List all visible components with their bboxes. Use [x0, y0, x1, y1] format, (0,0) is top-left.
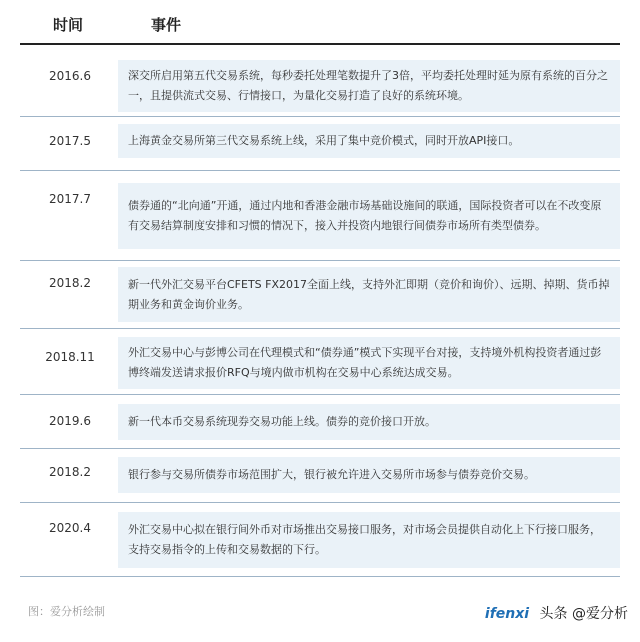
header-rule [20, 43, 620, 45]
column-header-event: 事件 [151, 16, 182, 34]
row-year: 2018.2 [49, 276, 91, 290]
row-event-text: 银行参与交易所债券市场范围扩大，银行被允许进入交易所市场参与债券竞价交易。 [128, 468, 535, 481]
row-divider [20, 170, 620, 171]
brand-logo: ifenxi [484, 606, 530, 622]
row-year: 2016.6 [49, 69, 91, 83]
row-divider [20, 328, 620, 329]
row-event-text: 新一代本币交易系统现券交易功能上线。债券的竞价接口开放。 [128, 415, 436, 428]
row-event-text: 外汇交易中心与彭博公司在代理模式和“债券通”模式下实现平台对接，支持境外机构投资者通过彭博终端发送请求报价RFQ与境内做市机构在交易中心系统达成交易。 [128, 346, 602, 379]
row-event [118, 337, 620, 389]
row-year: 2018.2 [49, 465, 91, 479]
row-event [118, 183, 620, 249]
row-divider [20, 260, 620, 261]
column-header-time: 时间 [53, 16, 84, 34]
row-year: 2019.6 [49, 414, 91, 428]
row-year: 2018.11 [45, 350, 95, 364]
row-event [118, 60, 620, 112]
row-event [118, 404, 620, 440]
row-event-text: 债券通的“北向通”开通，通过内地和香港金融市场基础设施间的联通，国际投资者可以在不改变原有交易结算制度安排和习惯的情况下，接入并投资内地银行间债券市场所有类型债券。 [128, 199, 602, 232]
row-divider [20, 448, 620, 449]
watermark [485, 603, 628, 623]
row-event [118, 512, 620, 568]
row-divider [20, 394, 620, 395]
row-divider [20, 502, 620, 503]
row-divider [20, 576, 620, 577]
row-event [118, 457, 620, 493]
row-year: 2017.5 [49, 134, 91, 148]
row-year: 2020.4 [49, 521, 91, 535]
row-year: 2017.7 [49, 192, 91, 206]
row-event [118, 124, 620, 158]
row-event-text: 上海黄金交易所第三代交易系统上线，采用了集中竞价模式，同时开放API接口。 [128, 134, 520, 147]
row-divider [20, 116, 620, 117]
row-event-text: 深交所启用第五代交易系统，每秒委托处理笔数提升了3倍，平均委托处理时延为原有系统的百分之一，且提供流式交易、行情接口，为量化交易打造了良好的系统环境。 [128, 69, 608, 102]
row-event [118, 267, 620, 322]
figure-caption: 图：爱分析绘制 [28, 605, 105, 618]
row-event-text: 外汇交易中心拟在银行间外币对市场推出交易接口服务，对市场会员提供自动化上下行接口服务，支持交易指令的上传和交易数据的下行。 [128, 523, 601, 556]
table-header [0, 0, 640, 52]
row-event-text: 新一代外汇交易平台CFETS FX2017全面上线，支持外汇即期（竞价和询价）、远期、掉期、货币掉期业务和黄金询价业务。 [128, 277, 610, 311]
watermark-text: 头条 @爱分析 [539, 606, 628, 622]
